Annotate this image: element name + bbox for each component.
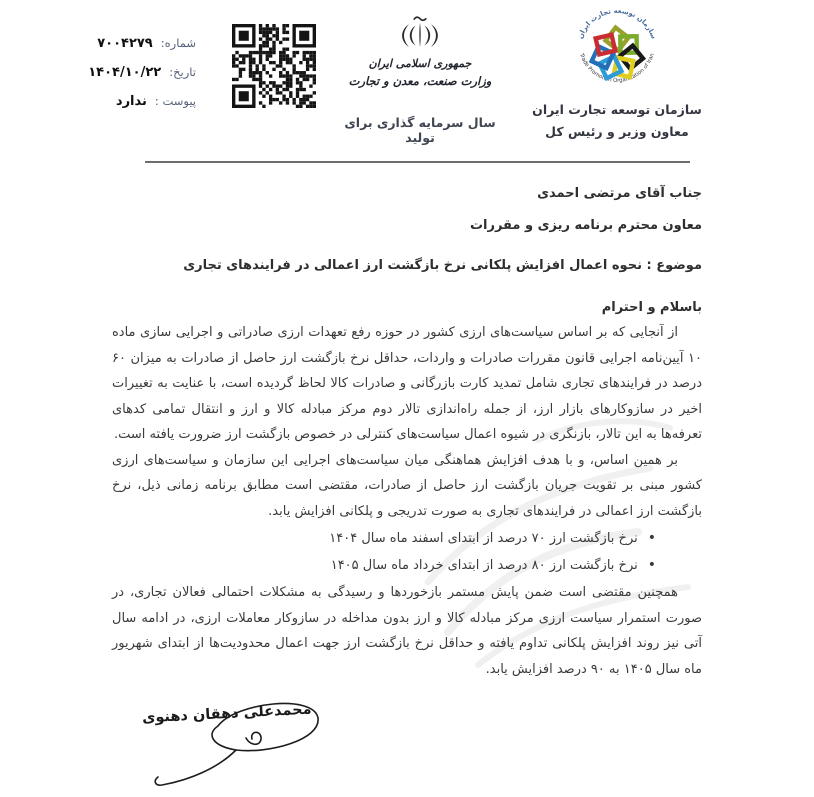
iran-emblem-icon	[398, 12, 442, 54]
letter-number-label: شماره:	[160, 36, 196, 50]
recipient-title: معاون محترم برنامه ریزی و مقررات	[469, 217, 702, 233]
letter-attachment-row	[38, 94, 196, 109]
paragraph-2: بر همین اساس، و با هدف افزایش هماهنگی میان سیاست‌های اجرایی این سازمان و سیاست‌های ارزی کشور مبنی بر تقویت جریان بازگشت ارز حاصل از صادرات، مقتضی است مطابق برنامه زمانی ذیل، نرخ بازگشت ارز اعمالی در فرایندهای تجاری به صورت تدریجی و پلکانی افزایش یابد.	[112, 452, 702, 519]
letter-attachment-label: پیوست :	[154, 94, 196, 108]
letter-number-value: ۷۰۰۴۲۷۹	[97, 36, 153, 51]
tpo-logo-icon	[567, 4, 667, 100]
letter-meta-block	[38, 36, 196, 123]
letter-date-label: تاریخ:	[169, 65, 196, 79]
letter-number-row	[38, 36, 196, 51]
letter-date-value: ۱۴۰۴/۱۰/۲۲	[88, 65, 162, 80]
list-item: • نرخ بازگشت ارز ۷۰ درصد از ابتدای اسفند ماه سال ۱۴۰۴	[112, 525, 656, 552]
letter-attachment-value: ندارد	[115, 94, 147, 109]
rate-schedule-list	[112, 525, 702, 579]
year-slogan: سال سرمایه گذاری برای تولید	[344, 115, 496, 145]
qr-code-icon	[232, 24, 316, 108]
republic-name: جمهوری اسلامی ایران	[368, 57, 472, 70]
salutation: باسلام و احترام	[601, 299, 702, 315]
ministry-block	[330, 12, 510, 89]
signer-name: محمدعلی دهقان دهنوی	[141, 701, 312, 727]
signature-block	[118, 688, 363, 796]
subject-line: موضوع : نحوه اعمال افزایش پلکانی نرخ بازگشت ارز اعمالی در فرایندهای تجاری	[183, 258, 702, 273]
list-item: • نرخ بازگشت ارز ۸۰ درصد از ابتدای خرداد ماه سال ۱۴۰۵	[112, 552, 656, 579]
paragraph-1: از آنجایی که بر اساس سیاست‌های ارزی کشور در حوزه رفع تعهدات ارزی صادراتی و اجرایی سازی ماده ۱۰ آیین‌نامه اجرایی قانون مقررات صادرات و واردات، حداقل نرخ بازگشت ارز حاصل از صادرات به میزان ۶۰ درصد در فرایندهای تجاری شامل تمدید کارت بازرگانی و صادرات کالا لحاظ گردیده است، با عنایت به تغییرات اخیر در سازوکارهای بازار ارز، از جمله راه‌اندازی تالار دوم مرکز مبادله کالا و ارز و انتقال تمامی کدهای تعرفه‌ها به این تالار، بازنگری در شیوه اعمال سیاست‌های کنترلی در خصوص بازگشت ارز ضرورت یافته است.	[112, 325, 702, 442]
signer-position: معاون وزیر و رئیس کل	[545, 124, 689, 139]
letter-date-row	[38, 65, 196, 80]
handwritten-signature-icon	[118, 688, 363, 796]
header-divider	[145, 161, 690, 163]
tpo-logo-arc-text-fa: سازمان توسعه تجارت ایران	[576, 6, 658, 41]
tpo-block	[526, 4, 708, 139]
recipient-name: جناب آقای مرتضی احمدی	[537, 186, 702, 201]
ministry-name: وزارت صنعت، معدن و تجارت	[348, 74, 492, 88]
tpo-logo-arc-text-en: Trade Promotion Organization of Iran	[578, 52, 656, 84]
letter-body	[112, 181, 702, 682]
svg-text:سازمان توسعه تجارت ایران	[576, 7, 658, 40]
organization-name: سازمان توسعه تجارت ایران	[532, 102, 702, 117]
paragraph-3: همچنین مقتضی است ضمن پایش مستمر بازخوردها و رسیدگی به مشکلات احتمالی فعالان تجاری، در صورت استمرار سیاست ارزی مرکز مبادله کالا و ارز بدون مداخله در سازوکار معاملات ارزی، در ادامه سال آتی نیز روند افزایش پلکانی تداوم یافته و حداقل نرخ بازگشت ارز جهت اعمال محدودیت‌ها از ابتدای شهریور ماه سال ۱۴۰۵ به ۹۰ درصد افزایش یابد.	[112, 585, 702, 677]
